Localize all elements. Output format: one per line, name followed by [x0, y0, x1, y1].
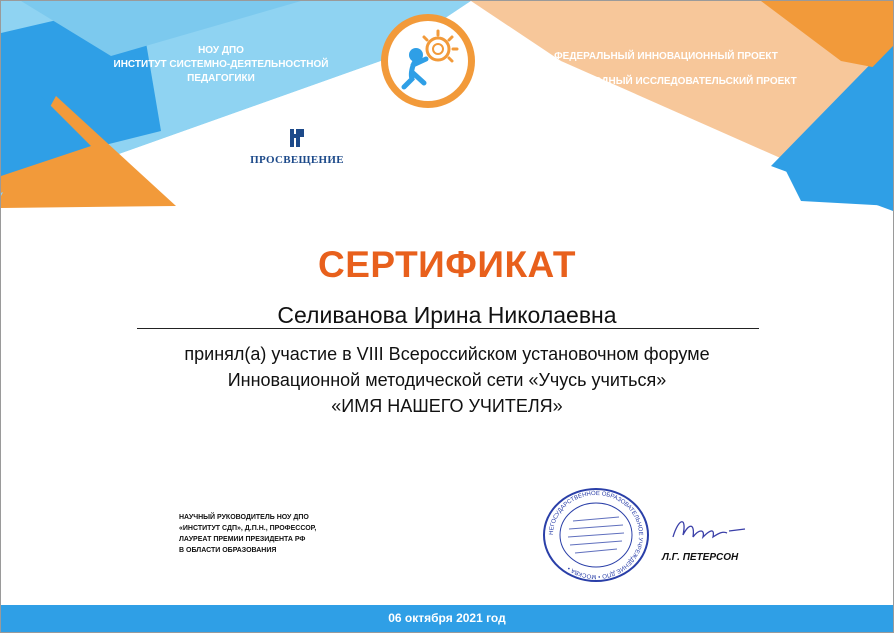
- body-line: Инновационной методической сети «Учусь учиться»: [227, 370, 667, 390]
- official-stamp: [541, 487, 651, 583]
- project-line: ФЕДЕРАЛЬНЫЙ ИННОВАЦИОННЫЙ ПРОЕКТ: [554, 51, 778, 62]
- publisher-name: ПРОСВЕЩЕНИЕ: [250, 154, 344, 166]
- institute-line: НОУ ДПО: [198, 45, 244, 56]
- child-with-sun-logo-icon: [380, 13, 476, 109]
- right-triangles: [761, 1, 893, 211]
- stamp-text: НЕГОСУДАРСТВЕННОЕ ОБРАЗОВАТЕЛЬНОЕ УЧРЕЖДЕНИЕ ДПО • МОСКВА •: [548, 490, 644, 580]
- body-line: «ИМЯ НАШЕГО УЧИТЕЛЯ»: [331, 396, 563, 416]
- signatory-line: ЛАУРЕАТ ПРЕМИИ ПРЕЗИДЕНТА РФ: [179, 536, 306, 543]
- certificate-date: 06 октября 2021 год: [388, 611, 506, 625]
- signature: [669, 511, 749, 551]
- institute-line: ИНСТИТУТ СИСТЕМНО-ДЕЯТЕЛЬНОСТНОЙ: [113, 59, 329, 70]
- body-line: принял(а) участие в VIII Всероссийском установочном форуме: [184, 344, 710, 364]
- institute-line: ПЕДАГОГИКИ: [187, 73, 255, 84]
- signatory-name: Л.Г. ПЕТЕРСОН: [662, 552, 739, 563]
- prosveshchenie-logo-icon: [289, 128, 305, 148]
- publisher-logo: [247, 128, 347, 166]
- signatory-description: [179, 512, 316, 556]
- certificate-title: СЕРТИФИКАТ: [317, 244, 577, 285]
- name-underline: [137, 328, 759, 329]
- project-header: [501, 44, 831, 94]
- footer-bar: [1, 605, 893, 632]
- project-line: МЕЖДУНАРОДНЫЙ ИССЛЕДОВАТЕЛЬСКИЙ ПРОЕКТ: [535, 76, 797, 87]
- certificate-body: [1, 341, 893, 419]
- signatory-line: В ОБЛАСТИ ОБРАЗОВАНИЯ: [179, 547, 277, 554]
- institute-header: [71, 44, 371, 86]
- left-orange-triangle: [1, 96, 181, 211]
- signatory-line: НАУЧНЫЙ РУКОВОДИТЕЛЬ НОУ ДПО: [179, 514, 309, 521]
- signatory-line: «ИНСТИТУТ СДП», Д.П.Н., ПРОФЕССОР,: [179, 525, 317, 532]
- recipient-name: Селиванова Ирина Николаевна: [277, 302, 617, 328]
